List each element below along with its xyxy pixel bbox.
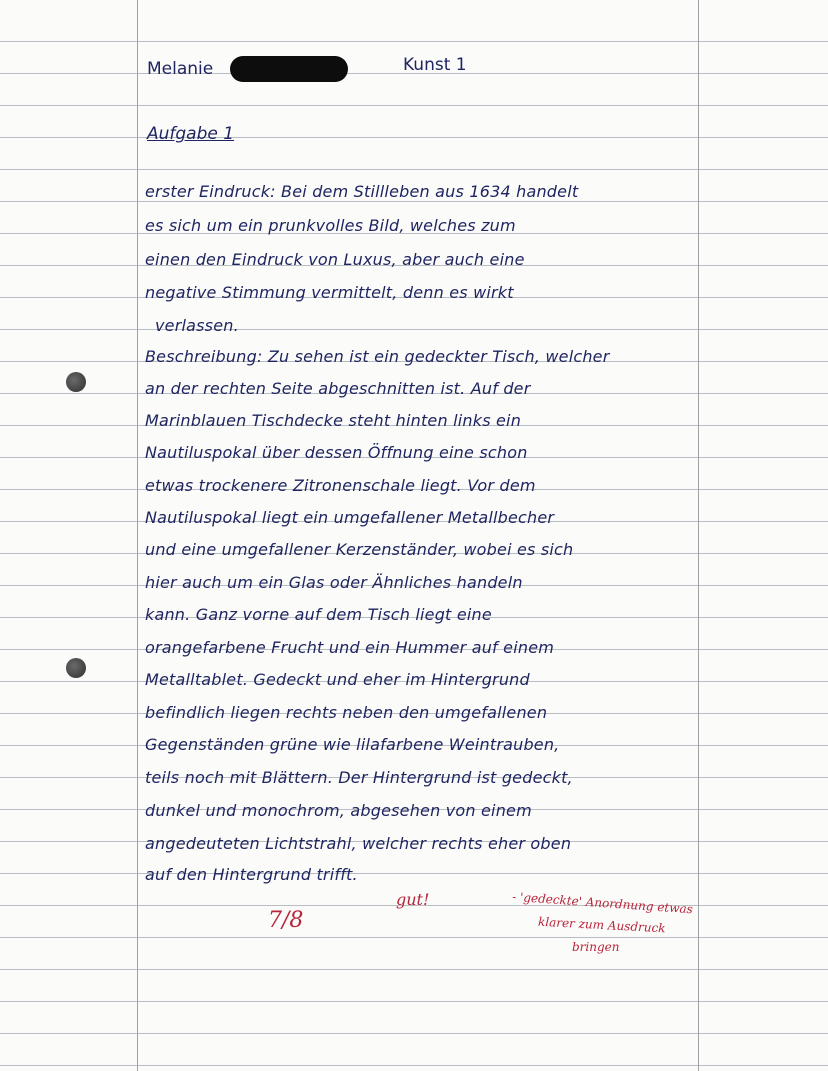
text-line: teils noch mit Blättern. Der Hintergrund ist gedeckt, [145, 768, 573, 787]
score: 7/8 [268, 908, 304, 933]
task-title: Aufgabe 1 [147, 124, 235, 144]
text-line: kann. Ganz vorne auf dem Tisch liegt eine [145, 605, 492, 624]
text-line: erster Eindruck: Bei dem Stillleben aus 1634 handelt [145, 182, 579, 201]
text-line: Gegenständen grüne wie lilafarbene Weintrauben, [145, 735, 560, 754]
text-line: Metalltablet. Gedeckt und eher im Hintergrund [145, 670, 530, 689]
teacher-comment-line-2: klarer zum Ausdruck [537, 914, 666, 936]
text-line: auf den Hintergrund trifft. [145, 865, 358, 884]
teacher-comment-line-3: bringen [572, 940, 620, 954]
text-line: Beschreibung: Zu sehen ist ein gedeckter Tisch, welcher [145, 347, 610, 366]
text-line: es sich um ein prunkvolles Bild, welches zum [145, 216, 516, 235]
text-line: verlassen. [155, 316, 239, 335]
punch-hole-bottom [66, 658, 86, 678]
text-line: Nautiluspokal über dessen Öffnung eine schon [145, 443, 528, 462]
text-line: befindlich liegen rechts neben den umgefallenen [145, 703, 548, 722]
text-line: orangefarbene Frucht und ein Hummer auf einem [145, 638, 555, 657]
text-line: Marinblauen Tischdecke steht hinten links ein [145, 411, 522, 430]
redacted-surname [230, 56, 348, 82]
student-name: Melanie [147, 59, 214, 79]
text-line: einen den Eindruck von Luxus, aber auch eine [145, 250, 525, 269]
teacher-remark: gut! [396, 890, 430, 909]
subject-label: Kunst 1 [403, 55, 467, 75]
left-margin-line [137, 0, 138, 1071]
text-line: negative Stimmung vermittelt, denn es wirkt [145, 283, 514, 302]
text-line: hier auch um ein Glas oder Ähnliches handeln [145, 573, 523, 592]
text-line: an der rechten Seite abgeschnitten ist. Auf der [145, 379, 531, 398]
teacher-comment-line-1: - 'gedeckte' Anordnung etwas [511, 889, 694, 917]
text-line: Nautiluspokal liegt ein umgefallener Metallbecher [145, 508, 555, 527]
text-line: angedeuteten Lichtstrahl, welcher rechts eher oben [145, 834, 572, 853]
punch-hole-top [66, 372, 86, 392]
right-margin-line [698, 0, 699, 1071]
text-line: dunkel und monochrom, abgesehen von einem [145, 801, 532, 820]
text-line: etwas trockenere Zitronenschale liegt. Vor dem [145, 476, 536, 495]
text-line: und eine umgefallener Kerzenständer, wobei es sich [145, 540, 574, 559]
